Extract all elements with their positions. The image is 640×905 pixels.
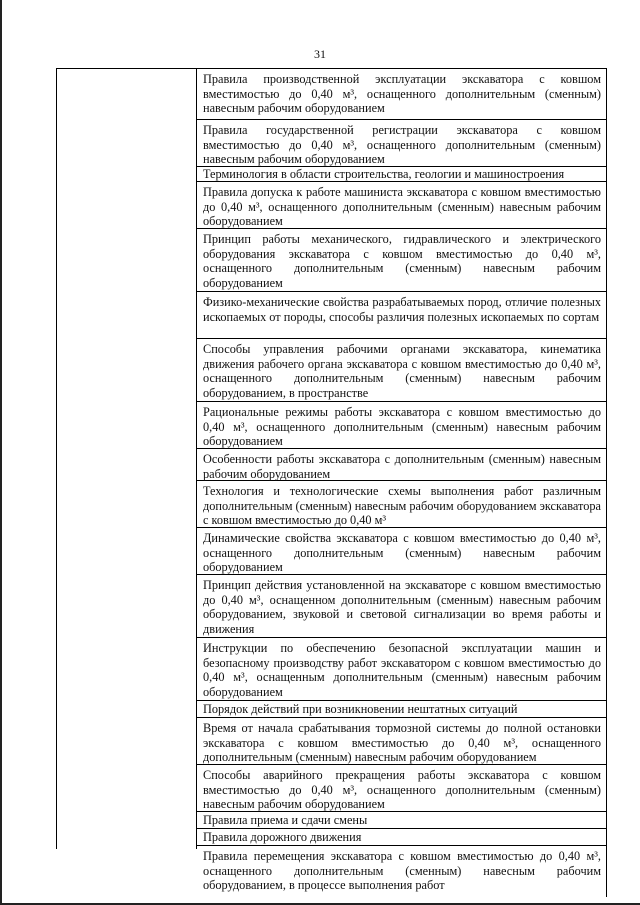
- row-text: Технология и технологические схемы выполнения работ различным дополнительным (сменным) навесным рабочим оборудованием экскаватора с ковшом вместимостью до 0,40 м³: [203, 484, 602, 527]
- row-text: Способы аварийного прекращения работы экскаватора с ковшом вместимостью до 0,40 м³, оснащенного дополнительным (сменным) навесным рабочим оборудованием: [203, 768, 601, 811]
- row-text: Правила государственной регистрации экскаватора с ковшом вместимостью до 0,40 м³, оснащенного дополнительным (сменным) навесным рабочим оборудованием: [203, 123, 601, 166]
- table-row: [197, 167, 607, 182]
- table-row: [197, 69, 607, 120]
- page-number: 31: [314, 47, 326, 61]
- table-left-column: [57, 69, 197, 849]
- row-text: Правила дорожного движения: [203, 830, 362, 844]
- row-text: Динамические свойства экскаватора с ковшом вместимостью до 0,40 м³, оснащенного дополнительным (сменным) навесным рабочим оборудованием: [203, 531, 601, 574]
- row-text: Принцип действия установленной на экскаваторе с ковшом вместимостью до 0,40 м³, оснащенном дополнительным (сменным) навесным рабочим оборудованием, звуковой и световой сигнализации во время работы и движения: [203, 578, 601, 636]
- row-text: Принцип работы механического, гидравлического и электрического оборудования экскаватора с ковшом вместимостью до 0,40 м³, оснащенного дополнительным (сменным) навесным рабочим оборудованием: [203, 232, 601, 290]
- row-text: Способы управления рабочими органами экскаватора, кинематика движения рабочего органа экскаватора с ковшом вместимостью до 0,40 м³, оснащенного дополнительным (сменным) навесным рабочим оборудованием, в пространстве: [203, 342, 601, 400]
- row-text: Правила производственной эксплуатации экскаватора с ковшом вместимостью до 0,40 м³, оснащенного дополнительным (сменным) навесным рабочим оборудованием: [203, 72, 601, 115]
- scan-edge-left: [0, 0, 2, 905]
- row-text: Инструкции по обеспечению безопасной эксплуатации машин и безопасному производству работ экскаватором с ковшом вместимостью до 0,40 м³, оснащенным дополнительным (сменным) навесным рабочим оборудованием: [203, 641, 601, 699]
- table-row: [197, 481, 607, 528]
- row-text: Терминология в области строительства, геологии и машиностроения: [203, 167, 565, 181]
- row-text: Рациональные режимы работы экскаватора с ковшом вместимостью до 0,40 м³, оснащенного дополнительным (сменным) навесным рабочим оборудованием: [203, 405, 601, 448]
- table-row: [197, 528, 607, 575]
- table-row: [197, 292, 607, 339]
- table-row: [197, 449, 607, 481]
- row-text: Правила приема и сдачи смены: [203, 813, 368, 827]
- requirements-table: [56, 68, 607, 892]
- table-row: [197, 829, 607, 846]
- table-row: [197, 575, 607, 638]
- table-row: [197, 229, 607, 292]
- table-row: [197, 638, 607, 701]
- row-text: Порядок действий при возникновении нештатных ситуаций: [203, 702, 518, 716]
- table-row: [197, 701, 607, 718]
- row-text: Физико-механические свойства разрабатываемых пород, отличие полезных ископаемых от породы, способы различия полезных ископаемых по сортам: [203, 295, 601, 324]
- table-row: [197, 339, 607, 402]
- table-row: [197, 812, 607, 829]
- row-text: Правила перемещения экскаватора с ковшом вместимостью до 0,40 м³, оснащенного дополнительным (сменным) навесным рабочим оборудованием, в процессе выполнения работ: [203, 849, 601, 892]
- table-row: [197, 846, 607, 897]
- table-row: [197, 120, 607, 167]
- row-text: Правила допуска к работе машиниста экскаватора с ковшом вместимостью до 0,40 м³, оснащенного дополнительным (сменным) навесным рабочим оборудованием: [203, 185, 601, 228]
- table-row: [197, 182, 607, 229]
- table-row: [197, 718, 607, 765]
- row-text: Особенности работы экскаватора с дополнительным (сменным) навесным рабочим оборудованием: [203, 452, 601, 481]
- table-row: [197, 402, 607, 449]
- row-text: Время от начала срабатывания тормозной системы до полной остановки экскаватора с ковшом вместимостью до 0,40 м³, оснащенного дополнительным (сменным) навесным рабочим оборудованием: [203, 721, 601, 764]
- table-right-column: [197, 69, 607, 897]
- table-row: [197, 765, 607, 812]
